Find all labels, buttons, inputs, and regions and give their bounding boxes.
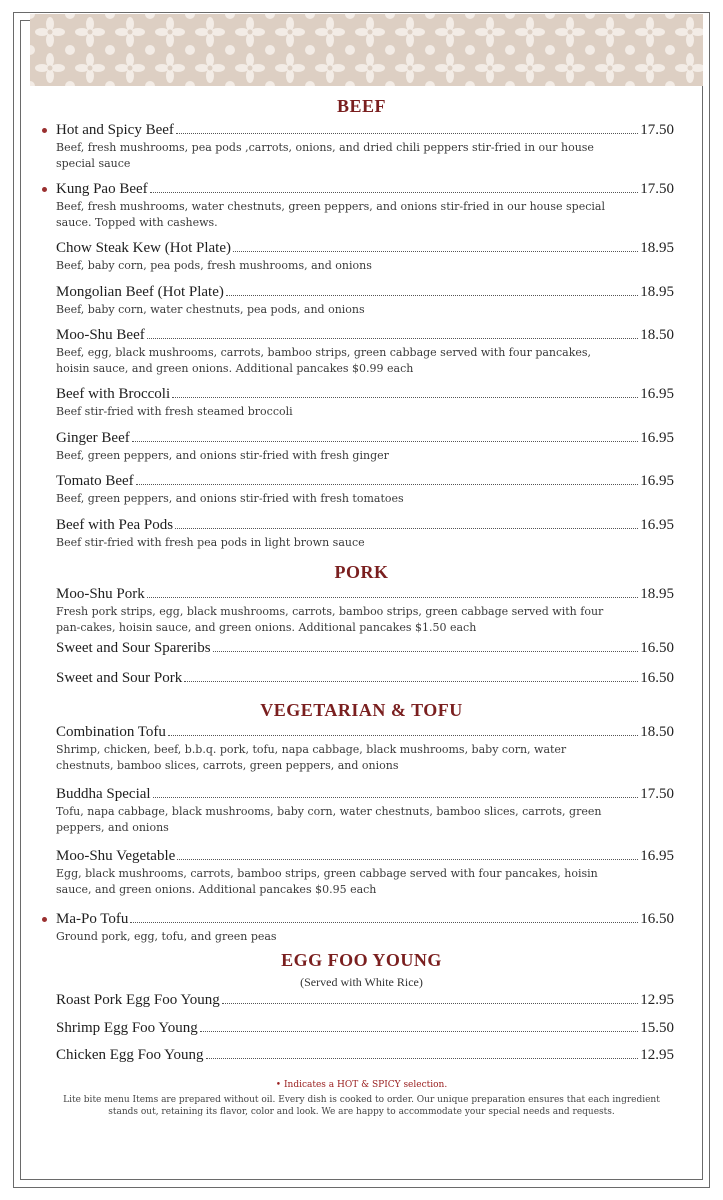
- menu-item: [56, 386, 674, 420]
- item-description: Beef, green peppers, and onions stir-fried with fresh ginger: [56, 449, 389, 462]
- item-name: Tomato Beef: [56, 473, 134, 489]
- menu-item: [56, 240, 674, 274]
- item-price: 16.50: [640, 911, 674, 927]
- spicy-legend: • Indicates a HOT & SPICY selection.: [275, 1080, 448, 1090]
- section-title-egg-foo-young: EGG FOO YOUNG: [281, 950, 442, 970]
- item-price: 16.95: [640, 517, 674, 533]
- item-description: Beef, baby corn, pea pods, fresh mushrooms, and onions: [56, 259, 372, 272]
- footer-disclaimer: Lite bite menu Items are prepared without oil. Every dish is cooked to order. Our unique preparation ensures that each ingredient stands out, retaining its flavor, color and look. We are happy to accommodate your special needs and requests.: [63, 1095, 660, 1117]
- item-description: Tofu, napa cabbage, black mushrooms, baby corn, water chestnuts, bamboo slices, carrots, green peppers, and onions: [56, 805, 602, 834]
- item-price: 12.95: [640, 992, 674, 1008]
- item-price: 17.50: [640, 181, 674, 197]
- section-title-beef: BEEF: [336, 96, 386, 116]
- item-price: 18.95: [640, 586, 674, 602]
- item-price: 16.50: [640, 640, 674, 656]
- menu-item: [56, 517, 674, 551]
- item-description: Beef, baby corn, water chestnuts, pea pods, and onions: [56, 303, 365, 316]
- item-name: Moo-Shu Pork: [56, 586, 145, 602]
- item-description: Beef, egg, black mushrooms, carrots, bamboo strips, green cabbage served with four pancakes, hoisin sauce, and green onions. Additional pancakes $0.99 each: [56, 346, 592, 375]
- item-description: Beef stir-fried with fresh pea pods in light brown sauce: [56, 536, 365, 549]
- menu-item: [56, 992, 674, 1009]
- item-description: Ground pork, egg, tofu, and green peas: [56, 930, 277, 943]
- spicy-bullet-icon: [42, 917, 47, 922]
- menu-item: [56, 586, 674, 636]
- spicy-bullet-icon: [42, 187, 47, 192]
- item-name: Roast Pork Egg Foo Young: [56, 992, 220, 1008]
- menu-item: [56, 1047, 674, 1064]
- section-subtitle: (Served with White Rice): [300, 975, 423, 989]
- item-price: 17.50: [640, 786, 674, 802]
- item-price: 18.95: [640, 284, 674, 300]
- menu-item: [56, 911, 674, 945]
- menu-item: [56, 181, 674, 231]
- item-price: 16.95: [640, 473, 674, 489]
- item-name: Ma-Po Tofu: [56, 911, 129, 927]
- item-price: 12.95: [640, 1047, 674, 1063]
- item-price: 18.95: [640, 240, 674, 256]
- item-name: Sweet and Sour Spareribs: [56, 640, 211, 656]
- item-price: 16.95: [640, 848, 674, 864]
- item-name: Moo-Shu Beef: [56, 327, 145, 343]
- menu-item: [56, 848, 674, 898]
- item-description: Beef, fresh mushrooms, pea pods ,carrots, onions, and dried chili peppers stir-fried in our house special sauce: [56, 141, 594, 170]
- item-name: Kung Pao Beef: [56, 181, 148, 197]
- menu-item: [56, 640, 674, 657]
- item-description: Fresh pork strips, egg, black mushrooms, carrots, bamboo strips, green cabbage served with four pan-cakes, hoisin sauce, and green onions. Additional pancakes $1.50 each: [56, 605, 604, 634]
- item-price: 18.50: [640, 724, 674, 740]
- item-price: 16.50: [640, 670, 674, 686]
- section-title-pork: PORK: [334, 562, 389, 582]
- menu-item: [56, 724, 674, 774]
- item-description: Beef, fresh mushrooms, water chestnuts, green peppers, and onions stir-fried in our house special sauce. Topped with cashews.: [56, 200, 605, 229]
- item-description: Egg, black mushrooms, carrots, bamboo strips, green cabbage served with four pancakes, hoisin sauce, and green onions. Additional pancakes $0.95 each: [56, 867, 598, 896]
- item-price: 16.95: [640, 430, 674, 446]
- item-name: Hot and Spicy Beef: [56, 122, 174, 138]
- section-title-vegetarian-tofu: VEGETARIAN & TOFU: [260, 700, 463, 720]
- item-price: 17.50: [640, 122, 674, 138]
- item-name: Shrimp Egg Foo Young: [56, 1020, 198, 1036]
- menu-item: [56, 670, 674, 687]
- menu-item: [56, 122, 674, 172]
- item-name: Sweet and Sour Pork: [56, 670, 183, 686]
- menu-item: [56, 1020, 674, 1037]
- menu-item: [56, 327, 674, 377]
- item-name: Mongolian Beef (Hot Plate): [56, 284, 224, 300]
- spicy-bullet-icon: [42, 128, 47, 133]
- item-price: 15.50: [640, 1020, 674, 1036]
- item-description: Shrimp, chicken, beef, b.b.q. pork, tofu, napa cabbage, black mushrooms, baby corn, water chestnuts, bamboo slices, carrots, green peppers, and onions: [56, 743, 567, 772]
- item-name: Moo-Shu Vegetable: [56, 848, 176, 864]
- menu-item: [56, 786, 674, 836]
- menu-item: [56, 284, 674, 318]
- item-name: Chow Steak Kew (Hot Plate): [56, 240, 231, 256]
- item-price: 18.50: [640, 327, 674, 343]
- item-price: 16.95: [640, 386, 674, 402]
- item-name: Ginger Beef: [56, 430, 130, 446]
- item-name: Chicken Egg Foo Young: [56, 1047, 204, 1063]
- item-description: Beef stir-fried with fresh steamed broccoli: [56, 405, 293, 418]
- item-name: Beef with Broccoli: [56, 386, 171, 402]
- item-description: Beef, green peppers, and onions stir-fried with fresh tomatoes: [56, 492, 404, 505]
- item-name: Buddha Special: [56, 786, 151, 802]
- menu-item: [56, 473, 674, 507]
- item-name: Combination Tofu: [56, 724, 166, 740]
- menu-item: [56, 430, 674, 464]
- item-name: Beef with Pea Pods: [56, 517, 174, 533]
